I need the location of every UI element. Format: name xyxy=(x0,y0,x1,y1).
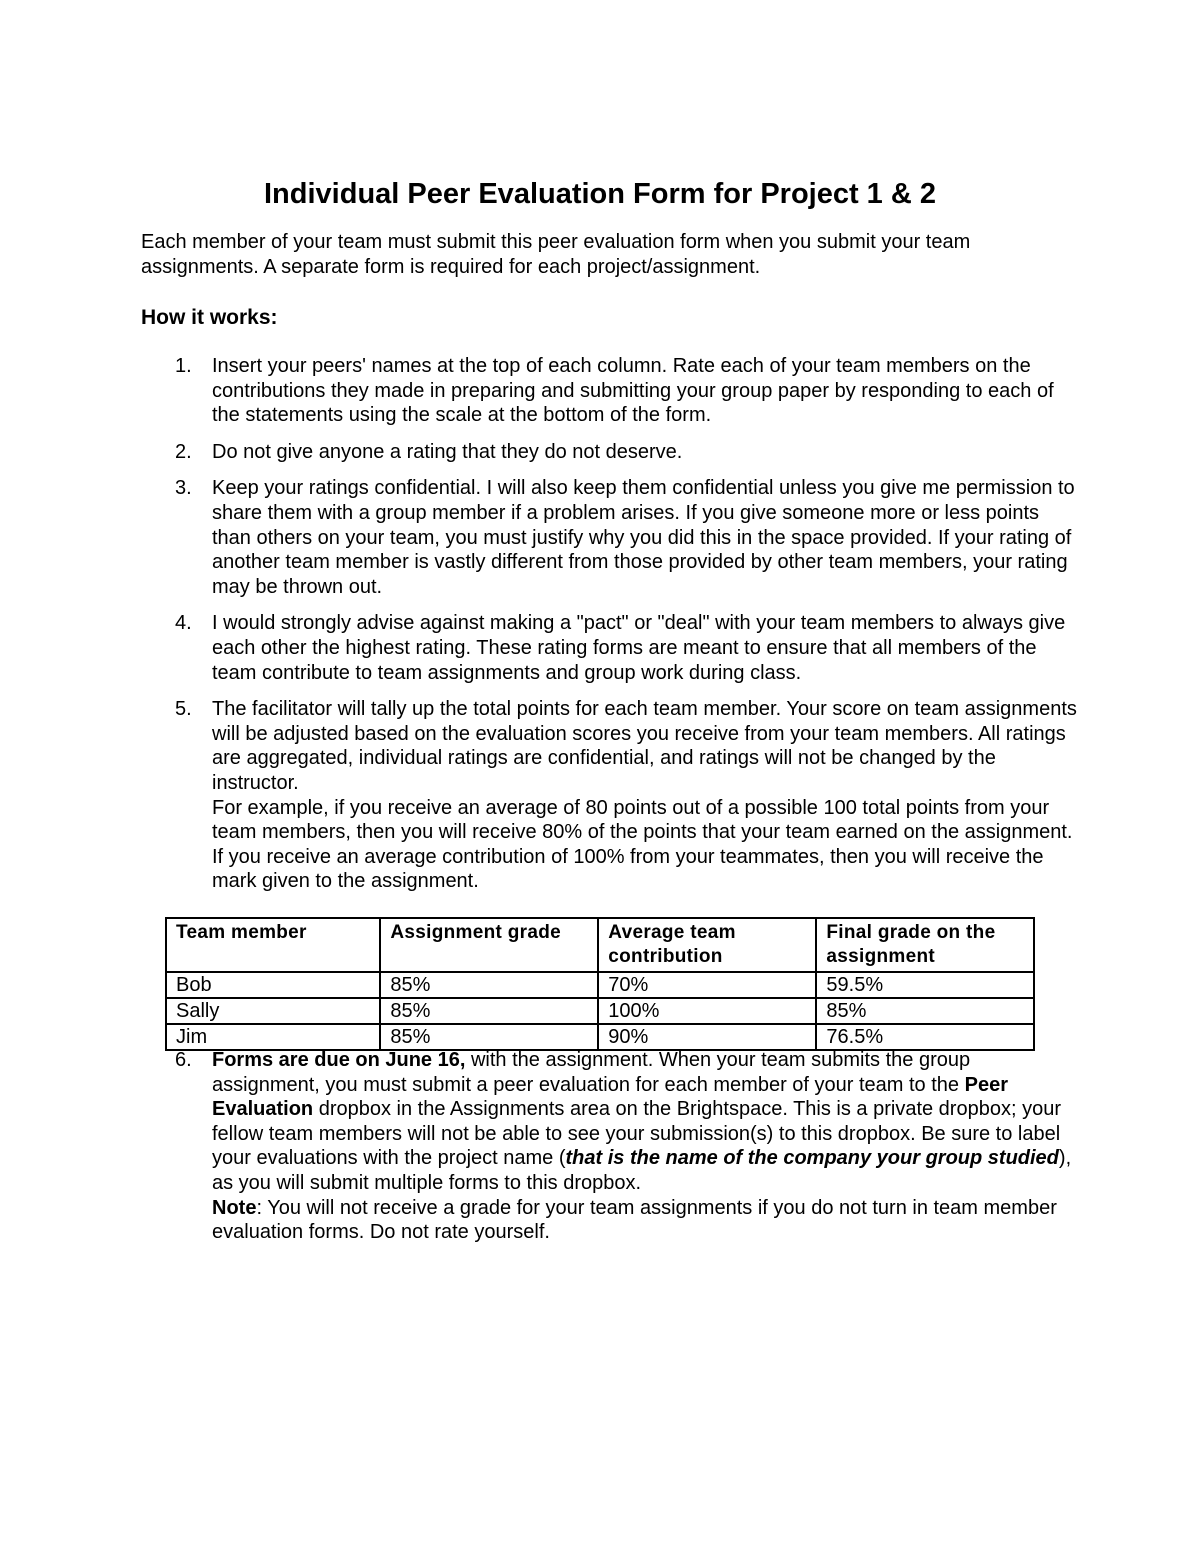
list-item-text: Keep your ratings confidential. I will also keep them confidential unless you give me permission to share them with a group member if a problem arises. If you give someone more or less points than others on your team, you must justify why you did this in the space provided. If your rating of another team member is vastly different from those provided by other team members, your rating may be thrown out. xyxy=(212,477,1075,598)
table-cell: 90% xyxy=(598,1024,816,1050)
how-it-works-heading: How it works: xyxy=(141,306,278,329)
list-item-text: I would strongly advise against making a "pact" or "deal" with your team members to always give each other the highest rating. These rating forms are meant to ensure that all members of the team contribute to team assignments and group work during class. xyxy=(212,612,1066,684)
intro-paragraph: Each member of your team must submit this peer evaluation form when you submit your team assignments. A separate form is required for each project/assignment. xyxy=(141,231,971,278)
table-cell: 59.5% xyxy=(816,972,1034,998)
list-item-submission xyxy=(141,1048,1081,1245)
list-item-number: 4. xyxy=(175,612,192,635)
table-cell: 85% xyxy=(380,998,598,1024)
list-item-number: 5. xyxy=(175,698,192,721)
list-item xyxy=(141,476,1081,599)
due-date-text: Forms are due on June 16, xyxy=(212,1049,466,1071)
table-cell: 76.5% xyxy=(816,1024,1034,1050)
list-item xyxy=(141,697,1081,894)
list-item-number: 1. xyxy=(175,355,192,377)
list-item-text: The facilitator will tally up the total points for each team member. Your score on team assignments will be adjusted based on the evaluation scores you receive from your team members. All ratings are aggregated, individual ratings are confidential, and ratings will not be changed by the instructor. xyxy=(212,698,1077,794)
list-item-text: Do not give anyone a rating that they do not deserve. xyxy=(212,440,683,463)
table-row xyxy=(166,972,1034,998)
example-text: For example, if you receive an average of 80 points out of a possible 100 total points from your team members, then you will receive 80% of the points that your team earned on the assignment. If you receive an average contribution of 100% from your teammates, then you will receive the mark given to the assignment. xyxy=(212,796,1073,893)
note-label: Note xyxy=(212,1196,257,1219)
table-cell: Bob xyxy=(166,972,380,998)
submission-text: ), as you will submit multiple forms to this dropbox. xyxy=(212,1147,1072,1194)
submission-text: dropbox in the Assignments area on the Brightspace. This is a private dropbox; your fellow team members will not be able to see your submission(s) to this dropbox. Be sure to label your evaluations with the project name ( xyxy=(212,1098,1061,1170)
table-cell: 70% xyxy=(598,972,816,998)
table-row xyxy=(166,1024,1034,1050)
list-item xyxy=(141,611,1081,685)
list-item xyxy=(141,440,1081,465)
table-cell: 100% xyxy=(598,998,816,1024)
list-item-number: 6. xyxy=(175,1049,192,1071)
table-cell: Sally xyxy=(166,998,380,1024)
column-header: Assignment grade xyxy=(380,918,598,972)
column-header: Average team contribution xyxy=(598,918,816,972)
list-item-number: 3. xyxy=(175,477,192,500)
page-title: Individual Peer Evaluation Form for Project 1 & 2 xyxy=(264,178,936,210)
table-header-row xyxy=(166,918,1034,972)
table-cell: 85% xyxy=(380,972,598,998)
column-header: Team member xyxy=(166,918,380,972)
grade-example-table xyxy=(165,917,1035,1051)
submission-text: with the assignment. When your team submits the group assignment, you must submit a peer evaluation for each member of your team to the xyxy=(212,1049,971,1096)
table-cell: Jim xyxy=(166,1024,380,1050)
instruction-list xyxy=(141,354,1081,906)
column-header: Final grade on the assignment xyxy=(816,918,1034,972)
table-cell: 85% xyxy=(380,1024,598,1050)
dropbox-name: Peer Evaluation xyxy=(212,1073,1008,1121)
note-text: : You will not receive a grade for your team assignments if you do not turn in team member evaluation forms. Do not rate yourself. xyxy=(212,1196,1057,1244)
list-item-number: 2. xyxy=(175,440,192,463)
table-cell: 85% xyxy=(816,998,1034,1024)
table-row xyxy=(166,998,1034,1024)
label-instruction: that is the name of the company your group studied xyxy=(565,1147,1059,1170)
list-item-text: Insert your peers' names at the top of each column. Rate each of your team members on the contributions they made in preparing and submitting your group paper by responding to each of the statements using the scale at the bottom of the form. xyxy=(212,355,1054,427)
list-item xyxy=(141,354,1081,428)
